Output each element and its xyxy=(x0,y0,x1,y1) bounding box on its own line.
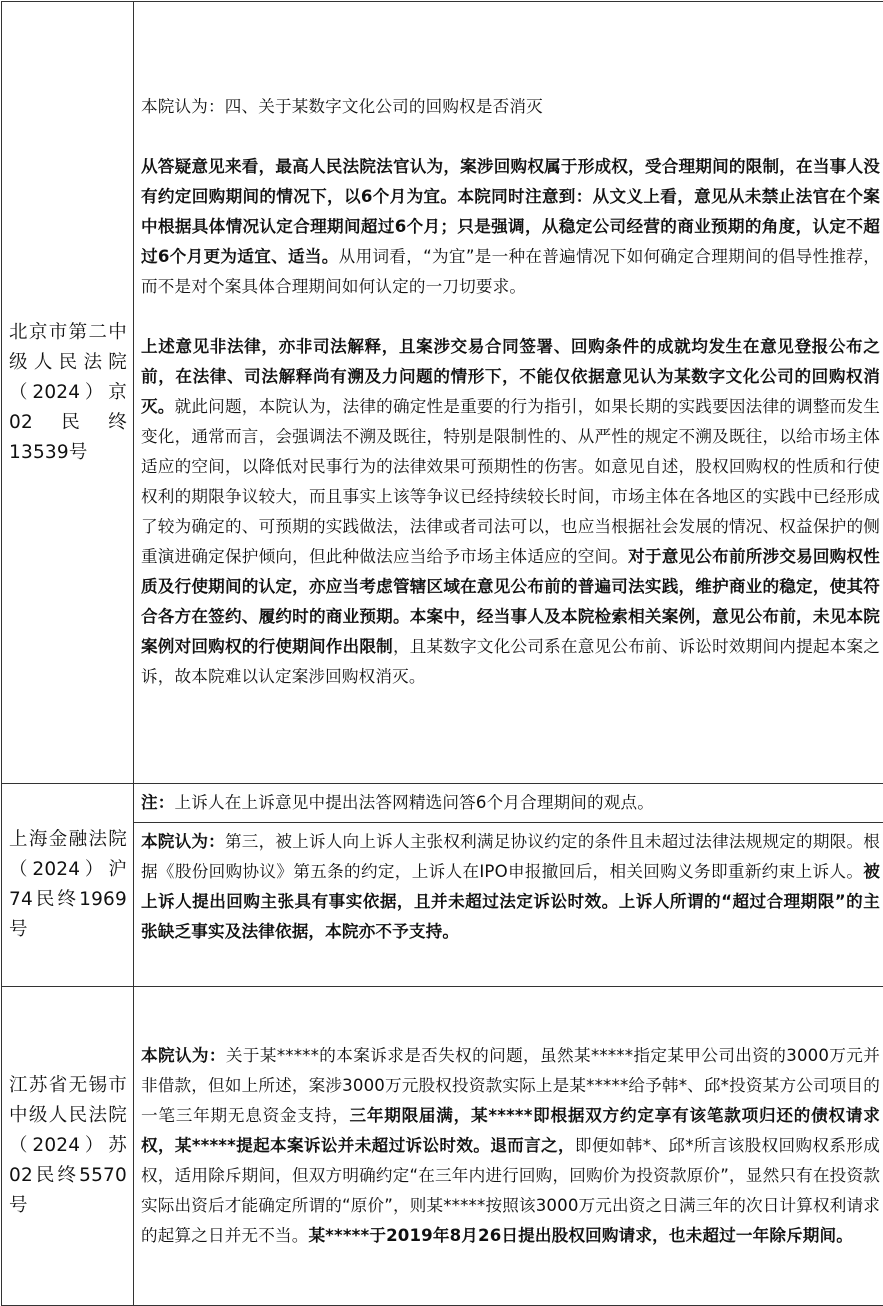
court-cell xyxy=(2,2,134,784)
text-run: 关于某*****的本案诉求是否失权的问题，虽然某*****指定某甲公司出资的3000万元并非借款，但如上所述，案涉3000万元股权投资款实际上是某*****给予韩*、邱*投资某方公司项目的一笔三年期无息资金支持， xyxy=(141,1046,880,1125)
text-run: 就此问题，本院认为，法律的确定性是重要的行为指引，如果长期的实践要因法律的调整而发生变化，通常而言，会强调法不溯及既往，特别是限制性的、从严性的规定不溯及既往，以给市场主体适应的空间，以降低对民事行为的法律效果可预期性的伤害。如意见自述，股权回购权的性质和行使权利的期限争议较大，而且事实上该等争议已经持续较长时间，市场主体在各地区的实践中已经形成了较为确定的、可预期的实践做法，法律或者司法可以，也应当根据社会发展的情况、权益保护的侧重演进确定保护倾向，但此种做法应当给予市场主体适应的空间。 xyxy=(141,397,880,566)
text-run: 从用词看，“为宜”是一种在普遍情况下如何确定合理期间的倡导性推荐，而不是对个案具体合理期间如何认定的一刀切要求。 xyxy=(141,247,880,296)
opinion-cell xyxy=(134,784,883,987)
court-name: 北京市第二中级人民法院（2024）京02民终13539号 xyxy=(2,318,133,468)
opinion-paragraph xyxy=(134,152,883,302)
court-name: 江苏省无锡市中级人民法院（2024）苏02民终5570号 xyxy=(2,1071,133,1221)
bold-text-run: 三年期限届满，某*****即根据双方约定享有该笔款项归还的债权请求权，某*****提起本案诉讼并未超过诉讼时效。退而言之， xyxy=(141,1106,880,1155)
text-run: ，且某数字文化公司系在意见公布前、诉讼时效期间内提起本案之诉，故本院难以认定案涉回购权消灭。 xyxy=(141,637,880,686)
court-name: 上海金融法院（2024）沪74民终1969号 xyxy=(2,825,133,945)
text-run: 即便如韩*、邱*所言该股权回购权系形成权，适用除斥期间，但双方明确约定“在三年内进行回购，回购价为投资款原价”，显然只有在投资款实际出资后才能确定所谓的“原价”，则某*****按照该3000万元出资之日满三年的次日计算权利请求的起算之日并无不当。 xyxy=(141,1136,880,1245)
opinion-cell xyxy=(134,2,883,784)
opinion-cell xyxy=(134,987,883,1306)
bold-text-run: 从答疑意见来看，最高人民法院法官认为，案涉回购权属于形成权，受合理期间的限制，在当事人没有约定回购期间的情况下，以6个月为宜。本院同时注意到：从文义上看，意见从未禁止法官在个案中根据具体情况认定合理期间超过6个月；只是强调，从稳定公司经营的商业预期的角度，认定不超过6个月更为适宜、适当。 xyxy=(141,157,880,266)
court-cell xyxy=(2,784,134,987)
case-table xyxy=(1,1,883,1306)
opinion-paragraph xyxy=(134,332,883,700)
bold-text-run: 本院认为： xyxy=(141,832,225,851)
bold-text-run: 本院认为： xyxy=(141,1046,226,1065)
bold-text-run: 被上诉人提出回购主张具有事实依据，且并未超过法定诉讼时效。上诉人所谓的“超过合理期限”的主张缺乏事实及法律依据，本院亦不予支持。 xyxy=(141,862,880,941)
paragraph-gap xyxy=(134,122,883,152)
table-row xyxy=(2,2,883,784)
bold-text-run: 对于意见公布前所涉交易回购权性质及行使期间的认定，亦应当考虑管辖区域在意见公布前的普遍司法实践，维护商业的稳定，使其符合各方在签约、履约时的商业预期。本案中，经当事人及本院检索相关案例，意见公布前，未见本院案例对回购权的行使期间作出限制 xyxy=(141,547,880,656)
paragraph-gap xyxy=(134,302,883,332)
bold-text-run: 某*****于2019年8月26日提出股权回购请求，也未超过一年除斥期间。 xyxy=(308,1226,853,1245)
bold-text-run: 注： xyxy=(141,793,175,812)
opinion-paragraph xyxy=(134,1037,883,1255)
court-cell xyxy=(2,987,134,1306)
table-row xyxy=(2,987,883,1306)
text-run: 上诉人在上诉意见中提出法答网精选问答6个月合理期间的观点。 xyxy=(175,793,655,812)
bold-text-run: 上述意见非法律，亦非司法解释，且案涉交易合同签署、回购条件的成就均发生在意见登报公布之前，在法律、司法解释尚有溯及力问题的情形下，不能仅依据意见认为某数字文化公司的回购权消灭。 xyxy=(141,337,880,416)
opinion-paragraph xyxy=(134,822,883,951)
table-row xyxy=(2,784,883,987)
note-paragraph xyxy=(134,784,883,822)
opinion-paragraph xyxy=(134,85,883,122)
text-run: 第三，被上诉人向上诉人主张权利满足协议约定的条件且未超过法律法规规定的期限。根据《股份回购协议》第五条的约定，上诉人在IPO申报撤回后，相关回购义务即重新约束上诉人。 xyxy=(141,832,880,881)
text-run: 本院认为：四、关于某数字文化公司的回购权是否消灭 xyxy=(141,97,543,116)
